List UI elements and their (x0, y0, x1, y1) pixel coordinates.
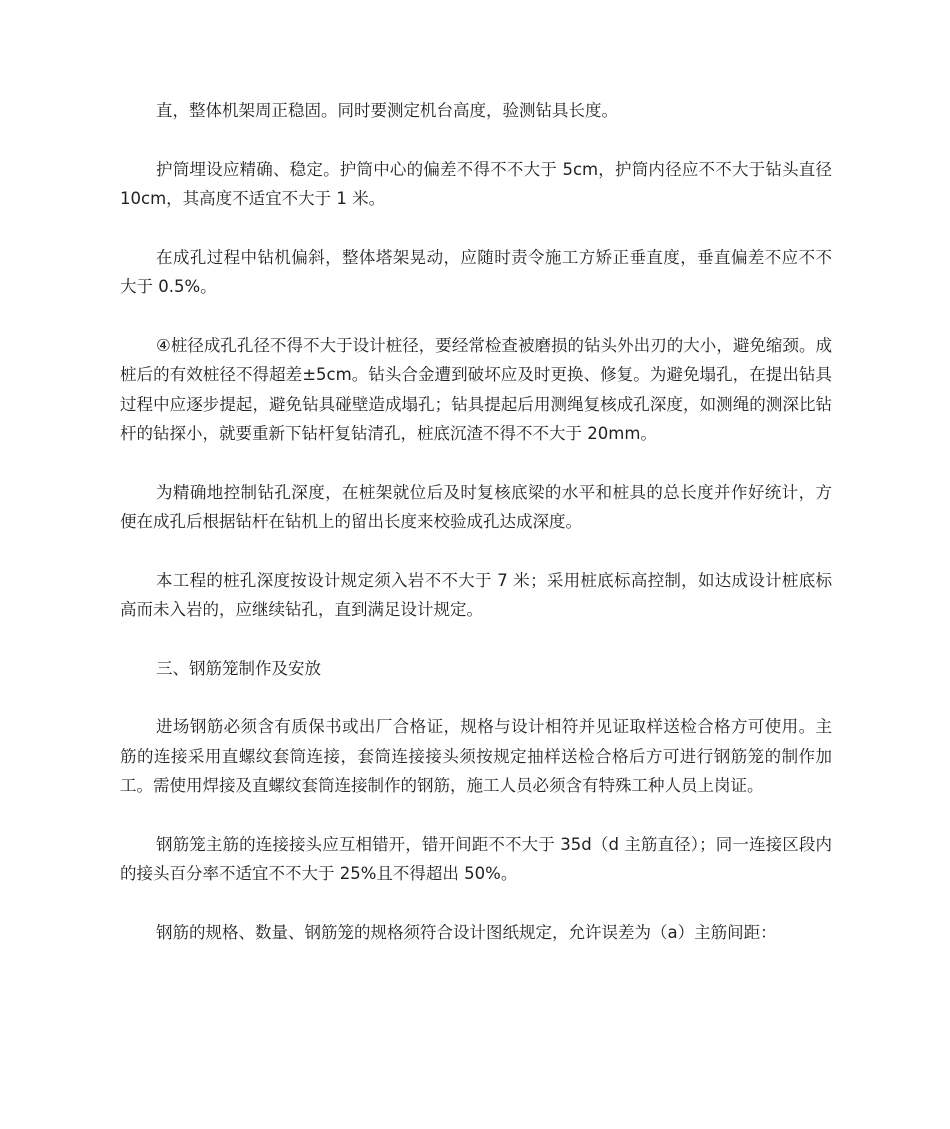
paragraph-casing-installation: 护筒埋设应精确、稳定。护筒中心的偏差不得不不大于 5cm，护筒内径应不不大于钻头直径 10cm，其高度不适宜不大于 1 米。 (120, 159, 832, 208)
paragraph-verticality-control: 在成孔过程中钻机偏斜，整体塔架晃动，应随时责令施工方矫正垂直度，垂直偏差不应不不大于 0.5%。 (120, 247, 832, 296)
paragraph-hole-diameter: ④桩径成孔孔径不得不大于设计桩径，要经常检查被磨损的钻头外出刃的大小，避免缩颈。成桩后的有效桩径不得超差±5cm。钻头合金遭到破坏应及时更换、修复。为避免塌孔，在提出钻具过程中应逐步提起，避免钻具碰壁造成塌孔；钻具提起后用测绳复核成孔深度，如测绳的测深比钻杆的钻探小，就要重新下钻杆复钻清孔，桩底沉渣不得不不大于 20mm。 (120, 335, 832, 443)
paragraph-rock-socket-depth: 本工程的桩孔深度按设计规定须入岩不不大于 7 米；采用桩底标高控制，如达成设计桩底标高而未入岩的，应继续钻孔，直到满足设计规定。 (120, 570, 832, 619)
section-heading-rebar-cage: 三、钢筋笼制作及安放 (156, 658, 321, 678)
paragraph-rebar-splices: 钢筋笼主筋的连接接头应互相错开，错开间距不不大于 35d（d 主筋直径）；同一连接区段内的接头百分率不适宜不不大于 25%且不得超出 50%。 (120, 834, 832, 883)
paragraph-rebar-materials: 进场钢筋必须含有质保书或出厂合格证，规格与设计相符并见证取样送检合格方可使用。主筋的连接采用直螺纹套筒连接，套筒连接接头须按规定抽样送检合格后方可进行钢筋笼的制作加工。需使用焊接及直螺纹套筒连接制作的钢筋，施工人员必须含有特殊工种人员上岗证。 (120, 717, 832, 795)
paragraph-drill-rig-setup: 直，整体机架周正稳固。同时要测定机台高度，验测钻具长度。 (156, 101, 618, 120)
paragraph-rebar-tolerances: 钢筋的规格、数量、钢筋笼的规格须符合设计图纸规定，允许误差为（a）主筋间距： (156, 922, 777, 942)
document-page (120, 96, 832, 976)
paragraph-drilling-depth-control: 为精确地控制钻孔深度，在桩架就位后及时复核底梁的水平和桩具的总长度并作好统计，方便在成孔后根据钻杆在钻机上的留出长度来校验成孔达成深度。 (120, 482, 832, 531)
